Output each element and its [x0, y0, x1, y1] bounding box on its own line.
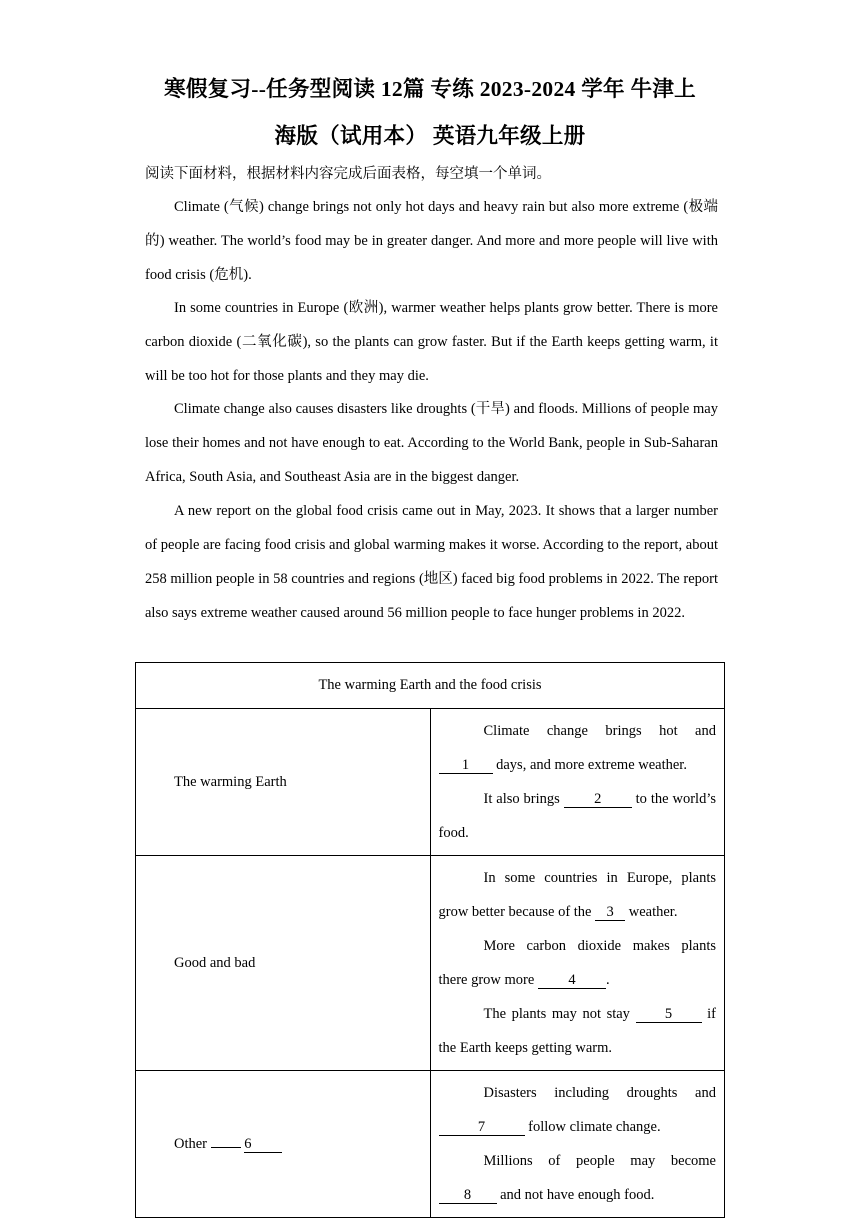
- table-header-row: [136, 663, 725, 709]
- answer-blank-4[interactable]: 4: [538, 972, 606, 989]
- answer-blank-2[interactable]: 2: [564, 791, 632, 808]
- answer-blank-6-lead[interactable]: [211, 1147, 241, 1148]
- answer-blank-1[interactable]: 1: [439, 757, 493, 774]
- table-line: More carbon dioxide makes plants there grow more 4 .: [438, 938, 716, 988]
- answer-blank-5[interactable]: 5: [636, 1006, 702, 1023]
- answer-blank-8[interactable]: 8: [439, 1187, 497, 1204]
- row-label: Good and bad: [174, 955, 256, 971]
- paragraph-1: Climate (气候) change brings not only hot days and heavy rain but also more extreme (极端的) weather. The world’s food may be in greater danger. And more and more people will live with food crisis (危机).: [145, 199, 718, 283]
- table-row: [136, 856, 725, 1071]
- row-label: Other 6: [144, 1127, 422, 1161]
- row-content-cell: [430, 709, 725, 856]
- task-table: [135, 662, 725, 1218]
- table-line: Climate change brings hot and 1 days, and more extreme weather.: [439, 714, 717, 782]
- table-row: [136, 1071, 725, 1218]
- table-line: The plants may not stay 5 if the Earth keeps getting warm.: [438, 1006, 717, 1056]
- paragraph-4: A new report on the global food crisis came out in May, 2023. It shows that a larger number of people are facing food crisis and global warming makes it worse. According to the report, about 258 million people in 58 countries and regions (地区) faced big food problems in 2022. The report also says extreme weather caused around 56 million people to face hunger problems in 2022.: [145, 503, 718, 621]
- instruction-text: 阅读下面材料，根据材料内容完成后面表格，每空填一个单词。: [145, 166, 551, 182]
- row-label-cell: [136, 709, 431, 856]
- row-label-cell: [136, 856, 431, 1071]
- table-header: The warming Earth and the food crisis: [136, 663, 725, 709]
- row-content-cell: [430, 856, 725, 1071]
- paragraph-2: In some countries in Europe (欧洲), warmer weather helps plants grow better. There is more carbon dioxide (二氧化碳), so the plants can grow faster. But if the Earth keeps getting warm, it will be too hot for those plants and they may die.: [145, 300, 718, 384]
- table-row: [136, 709, 725, 856]
- table-line: It also brings 2 to the world’s food.: [438, 791, 716, 841]
- answer-blank-6[interactable]: 6: [244, 1136, 282, 1153]
- table-line: Disasters including droughts and 7 follow climate change.: [439, 1076, 717, 1144]
- answer-blank-3[interactable]: 3: [595, 904, 625, 921]
- page-title-line-2: 海版（试用本） 英语九年级上册: [274, 124, 586, 148]
- paragraph-3: Climate change also causes disasters like droughts (干旱) and floods. Millions of people may lose their homes and not have enough to eat. According to the World Bank, people in Sub-Saharan Africa, South Asia, and Southeast Asia are in the biggest danger.: [145, 401, 718, 485]
- page-title-line-1: 寒假复习--任务型阅读 12篇 专练 2023-2024 学年 牛津上: [164, 77, 696, 101]
- row-label: The warming Earth: [174, 774, 287, 790]
- answer-blank-7[interactable]: 7: [439, 1119, 525, 1136]
- table-line: In some countries in Europe, plants grow better because of the 3 weather.: [438, 870, 716, 920]
- table-line: Millions of people may become 8 and not have enough food.: [439, 1144, 717, 1212]
- row-label-cell: [136, 1071, 431, 1218]
- row-content-cell: [430, 1071, 725, 1218]
